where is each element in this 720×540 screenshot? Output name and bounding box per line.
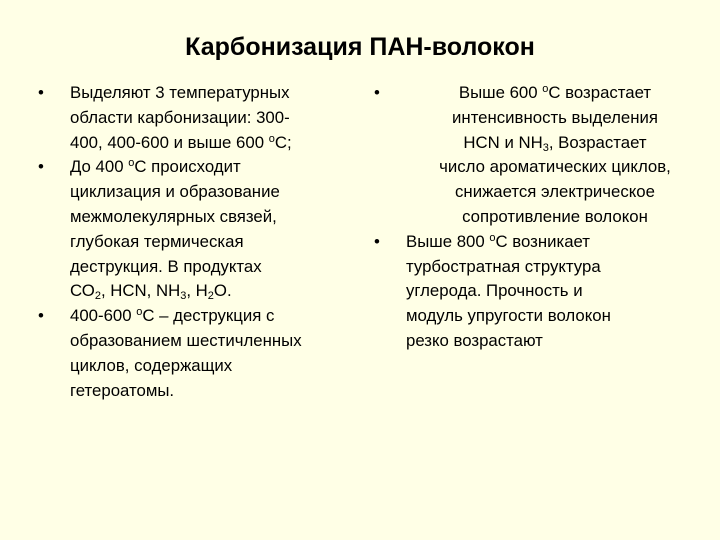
formula-sub: 2 [207,290,214,303]
bullet-line: области карбонизации: 300- [70,107,290,127]
bullet-line: До 400 [70,157,129,177]
bullet-line: С происходит [134,157,241,177]
bullet-marker: • [38,83,44,102]
bullet-line: HCN и NH [463,132,543,152]
bullet-item-above-800 [374,230,704,354]
bullet-item-below-400 [38,155,358,304]
bullet-line: снижается электрическое [455,182,655,202]
degree-sup: о [128,157,135,170]
bullet-line: межмолекулярных связей, [70,206,277,226]
bullet-item-temperature-regions [38,81,358,155]
bullet-line: циклизация и образование [70,182,280,202]
bullet-line: С возрастает [548,83,652,102]
bullet-line: интенсивность выделения [452,107,658,127]
bullet-line: резко возрастают [406,330,543,350]
bullet-line: 400-600 [70,306,137,326]
formula-sub: 3 [180,290,187,303]
bullet-line: образованием шестичленных [70,330,302,350]
bullet-line: сопротивление волокон [462,206,648,226]
degree-sup: о [268,132,275,145]
formula-part: , HCN, NH [100,281,181,301]
bullet-line: число ароматических циклов, [439,157,671,177]
bullet-line: С – деструкция с [142,306,275,326]
formula-part: , H [186,281,208,301]
bullet-marker: • [374,231,380,251]
bullet-text [406,81,704,230]
bullet-line: , Возрастает [548,132,647,152]
bullet-item-400-600 [38,304,358,403]
formula-sub: 2 [94,290,101,303]
formula-part: O. [213,281,232,301]
bullet-line: С возникает [495,231,590,251]
bullet-line: модуль упругости волокон [406,306,611,326]
bullet-line: глубокая термическая [70,231,244,251]
degree-sup: о [542,83,549,95]
bullet-line: Выделяют 3 температурных [70,83,290,102]
bullet-marker: • [38,306,44,326]
formula-sub: 3 [542,141,549,154]
bullet-marker: • [374,83,380,102]
bullet-line: гетероатомы. [70,380,175,400]
bullet-line: турбостратная структура [406,256,601,276]
bullet-line: Выше 800 [406,231,490,251]
right-bullet-list [374,81,704,354]
degree-sup: о [489,231,496,244]
bullet-line: Выше 600 [458,83,543,102]
bullet-marker: • [38,157,44,177]
bullet-line: 400, 400-600 и выше 600 [70,132,269,152]
bullet-line: С; [274,132,292,152]
bullet-line: углерода. Прочность и [406,281,583,301]
formula-part: СО [70,281,95,301]
bullet-line: циклов, содержащих [70,355,233,375]
left-bullet-list [38,81,358,403]
bullet-line: деструкция. В продуктах [70,256,262,276]
slide-title: Карбонизация ПАН-волокон [185,33,535,61]
bullet-item-above-600 [374,81,704,230]
degree-sup: о [136,306,143,319]
